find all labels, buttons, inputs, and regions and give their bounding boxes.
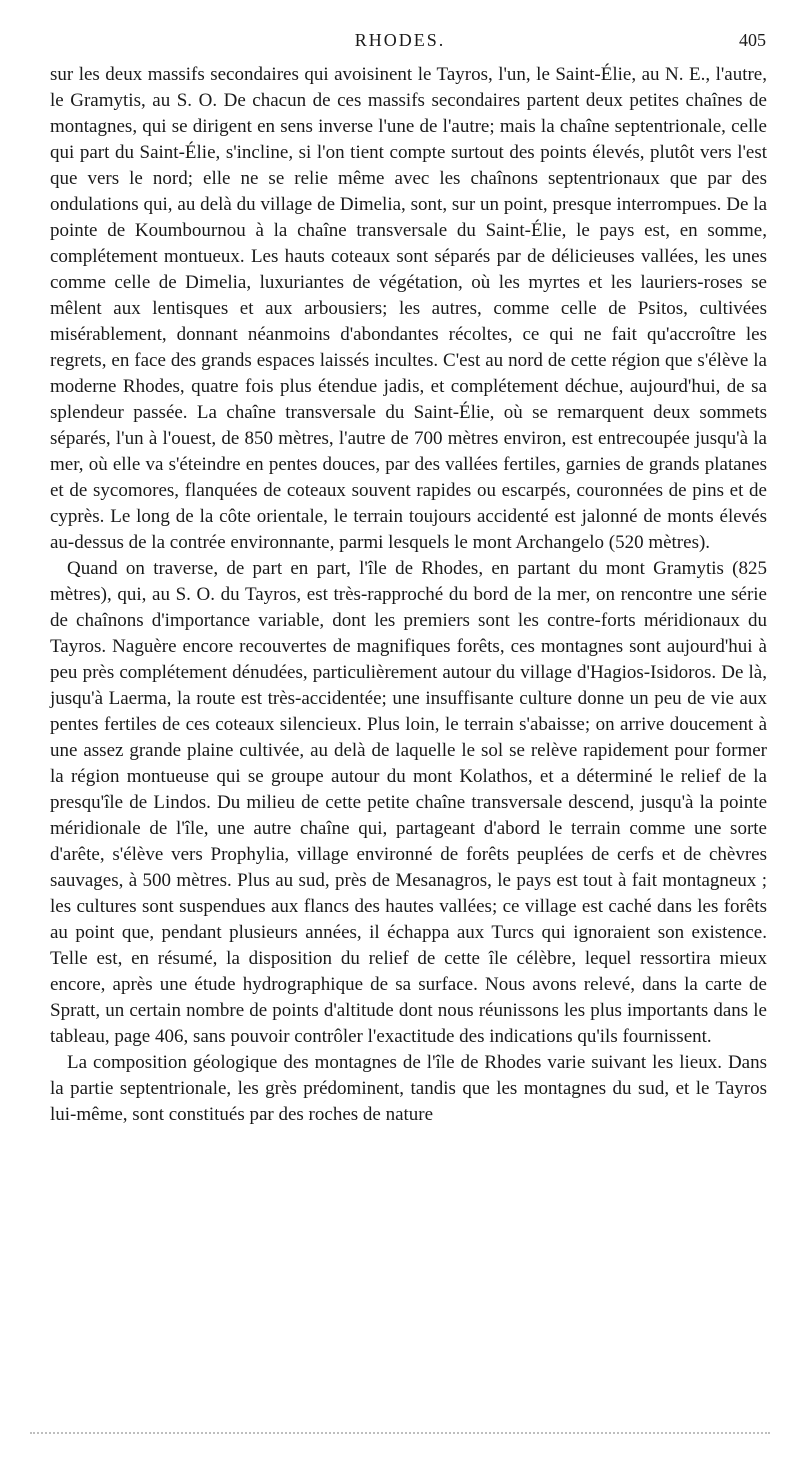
page-number: 405 (739, 30, 766, 50)
paragraph-continued: sur les deux massifs secondaires qui avoisinent le Tayros, l'un, le Saint-Élie, au N. E., l'autre, le Gramytis, au S. O. De chacun de ces massifs secondaires partent deux petites chaînes de montagnes, qui se dirigent en sens inverse l'une de l'autre; mais la chaîne septentrionale, celle qui part du Saint-Élie, s'incline, si l'on tient compte surtout des points élevés, plutôt vers l'est que vers le nord; elle ne se relie même avec les chaînons septentrionaux que par des ondulations qui, au delà du village de Dimelia, sont, sur un point, presque interrompues. De la pointe de Koumbournou à la chaîne transversale du Saint-Élie, le pays est, en somme, complétement montueux. Les hauts coteaux sont séparés par de délicieuses vallées, les unes comme celle de Dimelia, luxuriantes de végétation, où les myrtes et les lauriers-roses se mêlent aux lentisques et aux arbousiers; les autres, comme celle de Psitos, cultivées misérablement, donnant néanmoins d'abondantes récoltes, ce qui ne fait qu'accroître les regrets, en face des grands espaces laissés incultes. C'est au nord de cette région que s'élève la moderne Rhodes, quatre fois plus étendue jadis, et complétement déchue, aujourd'hui, de sa splendeur passée. La chaîne transversale du Saint-Élie, où se remarquent deux sommets séparés, l'un à l'ouest, de 850 mètres, l'autre de 700 mètres environ, est entrecoupée jusqu'à la mer, où elle va s'éteindre en pentes douces, par des vallées fertiles, garnies de grands platanes et de sycomores, flanquées de coteaux souvent rapides ou escarpés, couronnées de pins et de cyprès. Le long de la côte orientale, le terrain toujours accidenté est jalonné de monts élevés au-dessus de la contrée environnante, parmi lesquels le mont Archangelo (520 mètres). (50, 64, 767, 553)
running-header (0, 30, 800, 54)
paragraph-traverse: Quand on traverse, de part en part, l'île de Rhodes, en partant du mont Gramytis (825 mètres), qui, au S. O. du Tayros, est très-rapproché du bord de la mer, on rencontre une série de chaînons d'importance variable, dont les premiers sont les contre-forts méridionaux du Tayros. Naguère encore recouvertes de magnifiques forêts, ces montagnes sont aujourd'hui à peu près complétement dénudées, particulièrement autour du village d'Hagios-Isidoros. De là, jusqu'à Laerma, la route est très-accidentée; une insuffisante culture donne un peu de vie aux pentes fertiles de ces coteaux silencieux. Plus loin, le terrain s'abaisse; on arrive doucement à une assez grande plaine cultivée, au delà de laquelle le sol se relève rapidement pour former la région montueuse qui se groupe autour du mont Kolathos, et a déterminé le relief de la presqu'île de Lindos. Du milieu de cette petite chaîne transversale descend, jusqu'à la pointe méridionale de l'île, une autre chaîne qui, partageant d'abord le terrain comme une sorte d'arête, s'élève vers Prophylia, village environné de forêts peuplées de cerfs et de chèvres sauvages, à 500 mètres. Plus au sud, près de Mesanagros, le pays est tout à fait montagneux ; les cultures sont suspendues aux flancs des hautes vallées; ce village est caché dans les forêts au point que, pendant plusieurs années, il échappa aux Turcs qui ignoraient son existence. Telle est, en résumé, la disposition du relief de cette île célèbre, lequel ressortira mieux encore, après une étude hydrographique de sa surface. Nous avons relevé, dans la carte de Spratt, un certain nombre de points d'altitude dont nous réunissons les plus importants dans le tableau, page 406, sans pouvoir contrôler l'exactitude des indications qu'ils fournissent. (50, 558, 767, 1047)
body-text (50, 62, 767, 1128)
scan-noise-dotted-line (30, 1432, 770, 1434)
page-title: RHODES. (354, 30, 446, 50)
paragraph-geology: La composition géologique des montagnes de l'île de Rhodes varie suivant les lieux. Dans la partie septentrionale, les grès prédominent, tandis que les montagnes du sud, et le Tayros lui-même, sont constitués par des roches de nature (50, 1052, 767, 1125)
